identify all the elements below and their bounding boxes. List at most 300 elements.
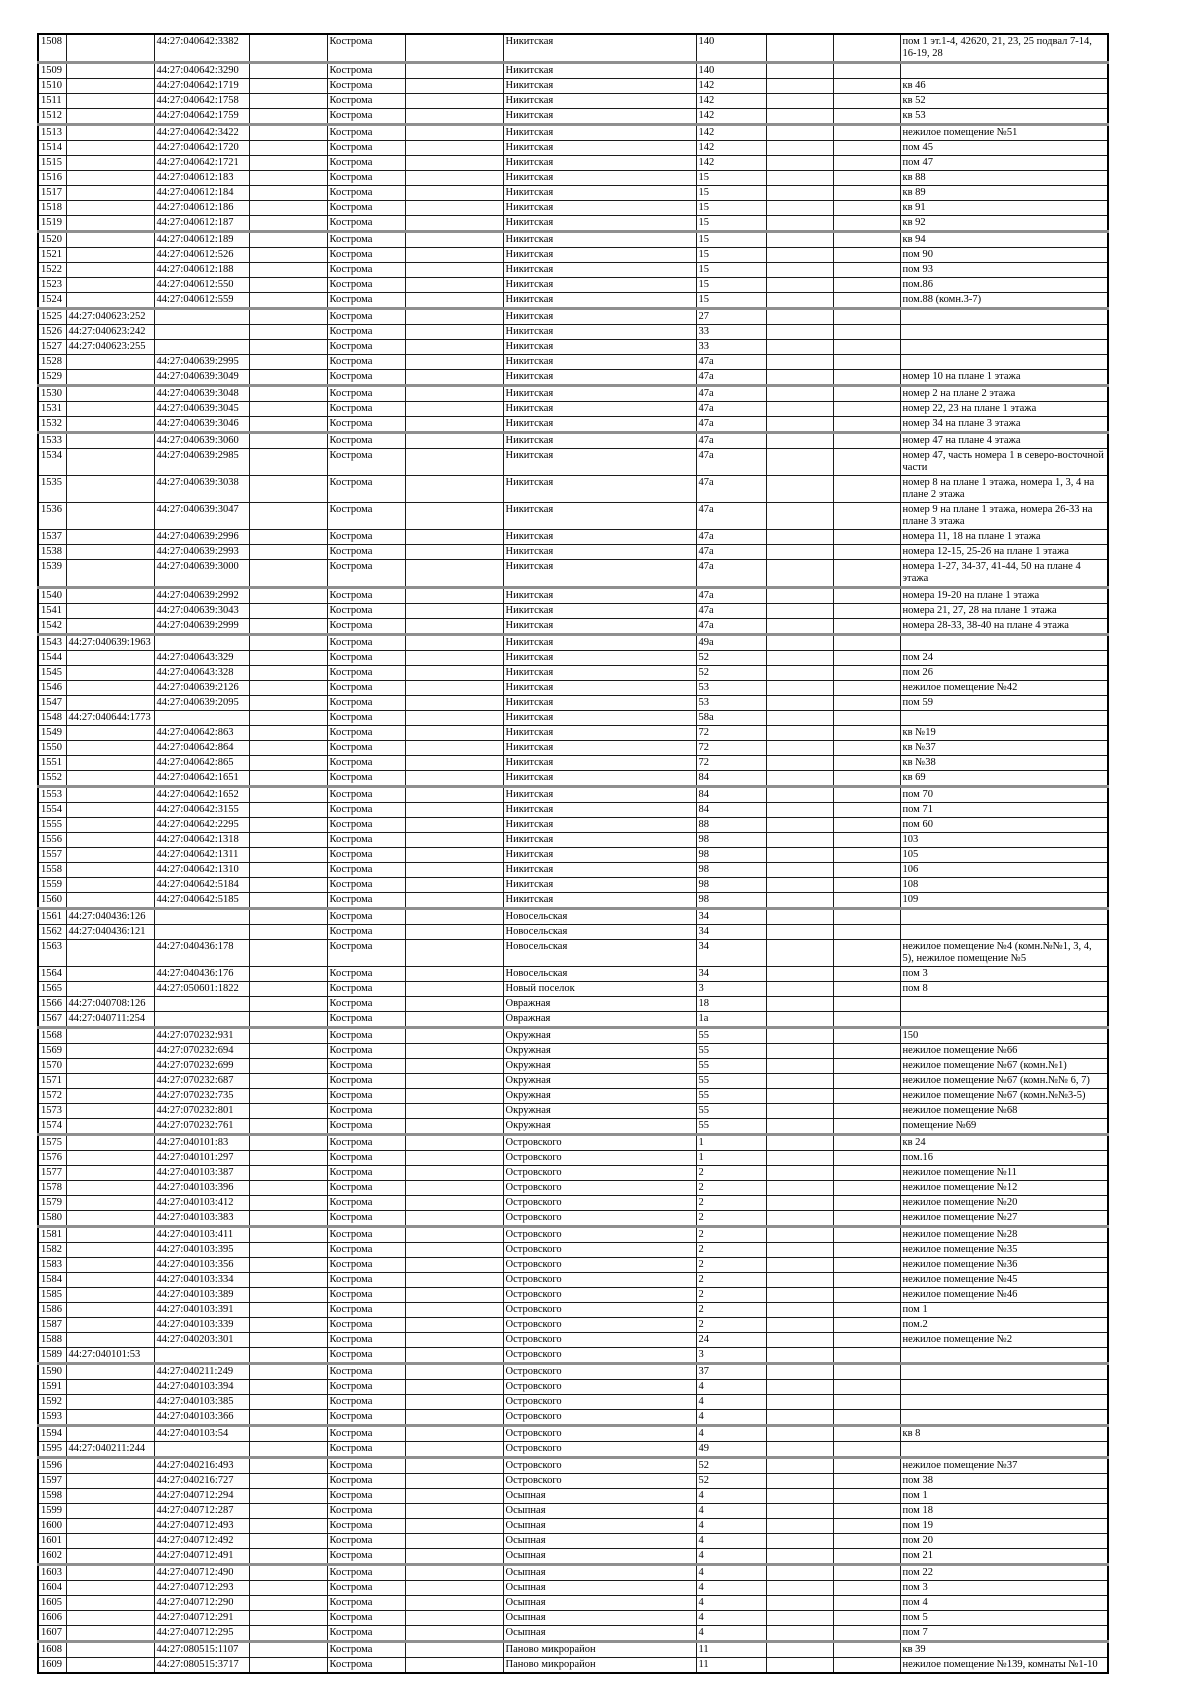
spacer-cell	[766, 787, 833, 803]
row-number-cell: 1546	[38, 681, 66, 696]
spacer-cell	[249, 560, 327, 588]
spacer-cell	[405, 1504, 503, 1519]
street-cell: Островского	[503, 1474, 696, 1489]
city-cell: Кострома	[327, 848, 405, 863]
house-number-cell: 2	[696, 1273, 766, 1288]
note-cell: нежилое помещение №46	[900, 1288, 1108, 1303]
city-cell: Кострома	[327, 1119, 405, 1135]
spacer-cell	[833, 417, 900, 433]
table-row	[38, 726, 1108, 741]
spacer-cell	[249, 893, 327, 909]
spacer-cell	[249, 1059, 327, 1074]
row-number-cell: 1537	[38, 530, 66, 545]
house-number-cell: 142	[696, 109, 766, 125]
cadastral-number-a-cell	[66, 94, 154, 109]
spacer-cell	[249, 696, 327, 711]
house-number-cell: 142	[696, 94, 766, 109]
house-number-cell: 47а	[696, 370, 766, 386]
spacer-cell	[249, 1364, 327, 1380]
street-cell: Никитская	[503, 248, 696, 263]
cadastral-number-b-cell: 44:27:040101:83	[154, 1135, 249, 1151]
cadastral-number-b-cell: 44:27:070232:694	[154, 1044, 249, 1059]
spacer-cell	[249, 278, 327, 293]
cadastral-number-a-cell: 44:27:040436:126	[66, 909, 154, 925]
spacer-cell	[833, 1458, 900, 1474]
cadastral-number-a-cell	[66, 201, 154, 216]
street-cell: Островского	[503, 1181, 696, 1196]
cadastral-number-a-cell	[66, 402, 154, 417]
row-number-cell: 1603	[38, 1565, 66, 1581]
row-number-cell: 1586	[38, 1303, 66, 1318]
note-cell: нежилое помещение №2	[900, 1333, 1108, 1348]
spacer-cell	[833, 756, 900, 771]
street-cell: Никитская	[503, 293, 696, 309]
city-cell: Кострома	[327, 771, 405, 787]
spacer-cell	[405, 1119, 503, 1135]
cadastral-number-a-cell	[66, 1626, 154, 1642]
cadastral-number-b-cell: 44:27:040642:3422	[154, 125, 249, 141]
house-number-cell: 1	[696, 1135, 766, 1151]
city-cell: Кострома	[327, 293, 405, 309]
spacer-cell	[405, 635, 503, 651]
row-number-cell: 1579	[38, 1196, 66, 1211]
table-row	[38, 1074, 1108, 1089]
spacer-cell	[405, 651, 503, 666]
street-cell: Островского	[503, 1364, 696, 1380]
spacer-cell	[833, 588, 900, 604]
spacer-cell	[405, 1318, 503, 1333]
street-cell: Окружная	[503, 1028, 696, 1044]
table-row	[38, 1028, 1108, 1044]
table-row	[38, 1565, 1108, 1581]
note-cell: пом.88 (комн.3-7)	[900, 293, 1108, 309]
cadastral-number-b-cell: 44:27:040211:249	[154, 1364, 249, 1380]
row-number-cell: 1530	[38, 386, 66, 402]
spacer-cell	[833, 803, 900, 818]
cadastral-number-b-cell: 44:27:040639:2993	[154, 545, 249, 560]
note-cell: 150	[900, 1028, 1108, 1044]
street-cell: Никитская	[503, 503, 696, 530]
city-cell: Кострома	[327, 171, 405, 186]
spacer-cell	[766, 156, 833, 171]
cadastral-number-b-cell: 44:27:040642:1651	[154, 771, 249, 787]
city-cell: Кострома	[327, 63, 405, 79]
spacer-cell	[405, 1642, 503, 1658]
spacer-cell	[833, 696, 900, 711]
spacer-cell	[405, 1348, 503, 1364]
spacer-cell	[833, 309, 900, 325]
note-cell: номера 11, 18 на плане 1 этажа	[900, 530, 1108, 545]
spacer-cell	[833, 1426, 900, 1442]
cadastral-number-a-cell	[66, 803, 154, 818]
spacer-cell	[249, 402, 327, 417]
street-cell: Островского	[503, 1258, 696, 1273]
spacer-cell	[405, 893, 503, 909]
spacer-cell	[766, 433, 833, 449]
spacer-cell	[833, 263, 900, 278]
house-number-cell: 24	[696, 1333, 766, 1348]
table-row	[38, 1596, 1108, 1611]
house-number-cell: 47а	[696, 588, 766, 604]
table-row	[38, 94, 1108, 109]
spacer-cell	[249, 476, 327, 503]
spacer-cell	[405, 1044, 503, 1059]
cadastral-number-a-cell	[66, 1318, 154, 1333]
row-number-cell: 1514	[38, 141, 66, 156]
city-cell: Кострома	[327, 1059, 405, 1074]
row-number-cell: 1536	[38, 503, 66, 530]
street-cell: Паново микрорайон	[503, 1642, 696, 1658]
note-cell: нежилое помещение №67 (комн.№1)	[900, 1059, 1108, 1074]
spacer-cell	[833, 925, 900, 940]
spacer-cell	[249, 1044, 327, 1059]
spacer-cell	[249, 79, 327, 94]
cadastral-number-a-cell	[66, 1642, 154, 1658]
house-number-cell: 84	[696, 787, 766, 803]
city-cell: Кострома	[327, 560, 405, 588]
table-row	[38, 186, 1108, 201]
city-cell: Кострома	[327, 925, 405, 940]
row-number-cell: 1544	[38, 651, 66, 666]
row-number-cell: 1522	[38, 263, 66, 278]
spacer-cell	[405, 545, 503, 560]
street-cell: Никитская	[503, 619, 696, 635]
house-number-cell: 142	[696, 156, 766, 171]
spacer-cell	[766, 803, 833, 818]
spacer-cell	[405, 417, 503, 433]
row-number-cell: 1511	[38, 94, 66, 109]
spacer-cell	[833, 1364, 900, 1380]
city-cell: Кострома	[327, 588, 405, 604]
cadastral-number-b-cell: 44:27:040639:2126	[154, 681, 249, 696]
street-cell: Никитская	[503, 325, 696, 340]
cadastral-number-a-cell	[66, 1380, 154, 1395]
house-number-cell: 47а	[696, 619, 766, 635]
house-number-cell: 47а	[696, 476, 766, 503]
spacer-cell	[833, 370, 900, 386]
street-cell: Никитская	[503, 635, 696, 651]
street-cell: Островского	[503, 1135, 696, 1151]
spacer-cell	[766, 1166, 833, 1181]
note-cell: номер 8 на плане 1 этажа, номера 1, 3, 4 на плане 2 этажа	[900, 476, 1108, 503]
cadastral-number-a-cell	[66, 1504, 154, 1519]
house-number-cell: 4	[696, 1426, 766, 1442]
street-cell: Никитская	[503, 309, 696, 325]
spacer-cell	[405, 232, 503, 248]
note-cell: кв 91	[900, 201, 1108, 216]
house-number-cell: 55	[696, 1074, 766, 1089]
row-number-cell: 1608	[38, 1642, 66, 1658]
table-row	[38, 1348, 1108, 1364]
spacer-cell	[249, 1273, 327, 1288]
city-cell: Кострома	[327, 1395, 405, 1410]
cadastral-number-b-cell: 44:27:080515:3717	[154, 1658, 249, 1674]
cadastral-number-a-cell	[66, 109, 154, 125]
city-cell: Кострома	[327, 967, 405, 982]
house-number-cell: 53	[696, 696, 766, 711]
spacer-cell	[249, 771, 327, 787]
city-cell: Кострома	[327, 1642, 405, 1658]
spacer-cell	[249, 1534, 327, 1549]
table-row	[38, 1534, 1108, 1549]
spacer-cell	[766, 619, 833, 635]
city-cell: Кострома	[327, 109, 405, 125]
table-row	[38, 530, 1108, 545]
note-cell: пом 4	[900, 1596, 1108, 1611]
cadastral-number-a-cell	[66, 833, 154, 848]
cadastral-number-a-cell	[66, 1044, 154, 1059]
spacer-cell	[249, 1565, 327, 1581]
row-number-cell: 1589	[38, 1348, 66, 1364]
spacer-cell	[766, 1348, 833, 1364]
table-row	[38, 893, 1108, 909]
note-cell	[900, 1442, 1108, 1458]
cadastral-number-a-cell: 44:27:040623:252	[66, 309, 154, 325]
cadastral-number-a-cell	[66, 433, 154, 449]
spacer-cell	[766, 925, 833, 940]
street-cell: Островского	[503, 1151, 696, 1166]
row-number-cell: 1542	[38, 619, 66, 635]
spacer-cell	[249, 1626, 327, 1642]
street-cell: Окружная	[503, 1074, 696, 1089]
spacer-cell	[766, 982, 833, 997]
spacer-cell	[766, 1089, 833, 1104]
spacer-cell	[766, 1181, 833, 1196]
street-cell: Островского	[503, 1303, 696, 1318]
spacer-cell	[766, 997, 833, 1012]
spacer-cell	[249, 666, 327, 681]
cadastral-number-a-cell	[66, 278, 154, 293]
note-cell: кв 39	[900, 1642, 1108, 1658]
note-cell: пом.16	[900, 1151, 1108, 1166]
spacer-cell	[833, 545, 900, 560]
table-row	[38, 355, 1108, 370]
spacer-cell	[249, 1243, 327, 1258]
table-row	[38, 293, 1108, 309]
spacer-cell	[405, 325, 503, 340]
spacer-cell	[833, 1333, 900, 1348]
cadastral-number-a-cell	[66, 1151, 154, 1166]
cadastral-number-a-cell	[66, 878, 154, 893]
house-number-cell: 2	[696, 1227, 766, 1243]
table-row	[38, 1227, 1108, 1243]
table-row	[38, 433, 1108, 449]
spacer-cell	[405, 940, 503, 967]
city-cell: Кострома	[327, 340, 405, 355]
house-number-cell: 52	[696, 1458, 766, 1474]
note-cell: пом 59	[900, 696, 1108, 711]
spacer-cell	[833, 216, 900, 232]
city-cell: Кострома	[327, 386, 405, 402]
cadastral-number-a-cell	[66, 141, 154, 156]
city-cell: Кострома	[327, 909, 405, 925]
spacer-cell	[405, 1410, 503, 1426]
cadastral-number-a-cell	[66, 681, 154, 696]
table-row	[38, 141, 1108, 156]
cadastral-number-b-cell	[154, 325, 249, 340]
spacer-cell	[833, 530, 900, 545]
house-number-cell: 47а	[696, 386, 766, 402]
cadastral-number-b-cell: 44:27:040612:559	[154, 293, 249, 309]
cadastral-number-b-cell: 44:27:040642:1652	[154, 787, 249, 803]
table-row	[38, 309, 1108, 325]
cadastral-number-b-cell: 44:27:040639:2985	[154, 449, 249, 476]
city-cell: Кострома	[327, 1534, 405, 1549]
spacer-cell	[766, 893, 833, 909]
spacer-cell	[405, 925, 503, 940]
row-number-cell: 1550	[38, 741, 66, 756]
cadastral-number-a-cell	[66, 651, 154, 666]
note-cell: 103	[900, 833, 1108, 848]
street-cell: Никитская	[503, 848, 696, 863]
street-cell: Никитская	[503, 355, 696, 370]
table-row	[38, 997, 1108, 1012]
spacer-cell	[833, 340, 900, 355]
city-cell: Кострома	[327, 982, 405, 997]
city-cell: Кострома	[327, 1626, 405, 1642]
row-number-cell: 1552	[38, 771, 66, 787]
note-cell: нежилое помещение №37	[900, 1458, 1108, 1474]
spacer-cell	[405, 726, 503, 741]
cadastral-number-b-cell: 44:27:040103:412	[154, 1196, 249, 1211]
note-cell: пом 8	[900, 982, 1108, 997]
cadastral-number-b-cell: 44:27:040712:490	[154, 1565, 249, 1581]
spacer-cell	[766, 1596, 833, 1611]
house-number-cell: 84	[696, 803, 766, 818]
registry-table	[37, 33, 1109, 1674]
note-cell: номера 19-20 на плане 1 этажа	[900, 588, 1108, 604]
note-cell: пом 1	[900, 1303, 1108, 1318]
spacer-cell	[833, 1135, 900, 1151]
street-cell: Островского	[503, 1426, 696, 1442]
note-cell: нежилое помещение №139, комнаты №1-10	[900, 1658, 1108, 1674]
row-number-cell: 1554	[38, 803, 66, 818]
cadastral-number-a-cell	[66, 1059, 154, 1074]
spacer-cell	[249, 1474, 327, 1489]
cadastral-number-b-cell: 44:27:040642:2295	[154, 818, 249, 833]
spacer-cell	[766, 909, 833, 925]
house-number-cell: 4	[696, 1489, 766, 1504]
cadastral-number-b-cell: 44:27:040103:391	[154, 1303, 249, 1318]
spacer-cell	[766, 1426, 833, 1442]
spacer-cell	[249, 141, 327, 156]
note-cell	[900, 309, 1108, 325]
cadastral-number-b-cell: 44:27:040642:1311	[154, 848, 249, 863]
spacer-cell	[833, 1166, 900, 1181]
table-row	[38, 803, 1108, 818]
city-cell: Кострома	[327, 635, 405, 651]
row-number-cell: 1582	[38, 1243, 66, 1258]
house-number-cell: 34	[696, 940, 766, 967]
cadastral-number-b-cell: 44:27:040436:176	[154, 967, 249, 982]
table-row	[38, 925, 1108, 940]
house-number-cell: 4	[696, 1519, 766, 1534]
city-cell: Кострома	[327, 94, 405, 109]
city-cell: Кострома	[327, 1333, 405, 1348]
house-number-cell: 4	[696, 1581, 766, 1596]
spacer-cell	[766, 94, 833, 109]
spacer-cell	[405, 756, 503, 771]
city-cell: Кострома	[327, 1596, 405, 1611]
row-number-cell: 1591	[38, 1380, 66, 1395]
cadastral-number-b-cell: 44:27:040642:864	[154, 741, 249, 756]
house-number-cell: 84	[696, 771, 766, 787]
row-number-cell: 1600	[38, 1519, 66, 1534]
note-cell: нежилое помещение №35	[900, 1243, 1108, 1258]
house-number-cell: 98	[696, 878, 766, 893]
cadastral-number-a-cell: 44:27:040101:53	[66, 1348, 154, 1364]
spacer-cell	[766, 1059, 833, 1074]
street-cell: Островского	[503, 1196, 696, 1211]
city-cell: Кострома	[327, 503, 405, 530]
table-row	[38, 1258, 1108, 1273]
house-number-cell: 2	[696, 1318, 766, 1333]
spacer-cell	[405, 1151, 503, 1166]
spacer-cell	[766, 325, 833, 340]
cadastral-number-b-cell: 44:27:040639:3038	[154, 476, 249, 503]
spacer-cell	[766, 1565, 833, 1581]
table-row	[38, 1364, 1108, 1380]
spacer-cell	[766, 278, 833, 293]
note-cell	[900, 997, 1108, 1012]
street-cell: Паново микрорайон	[503, 1658, 696, 1674]
row-number-cell: 1609	[38, 1658, 66, 1674]
cadastral-number-a-cell	[66, 1489, 154, 1504]
row-number-cell: 1599	[38, 1504, 66, 1519]
house-number-cell: 4	[696, 1534, 766, 1549]
cadastral-number-b-cell	[154, 340, 249, 355]
spacer-cell	[766, 818, 833, 833]
row-number-cell: 1545	[38, 666, 66, 681]
cadastral-number-b-cell: 44:27:040612:184	[154, 186, 249, 201]
spacer-cell	[766, 171, 833, 186]
spacer-cell	[249, 848, 327, 863]
city-cell: Кострома	[327, 1380, 405, 1395]
street-cell: Никитская	[503, 34, 696, 63]
spacer-cell	[405, 681, 503, 696]
spacer-cell	[249, 1135, 327, 1151]
row-number-cell: 1564	[38, 967, 66, 982]
cadastral-number-a-cell	[66, 893, 154, 909]
table-row	[38, 1442, 1108, 1458]
street-cell: Островского	[503, 1458, 696, 1474]
spacer-cell	[833, 1534, 900, 1549]
house-number-cell: 47а	[696, 545, 766, 560]
table-row	[38, 216, 1108, 232]
spacer-cell	[405, 355, 503, 370]
cadastral-number-b-cell: 44:27:040642:863	[154, 726, 249, 741]
spacer-cell	[766, 263, 833, 278]
cadastral-number-b-cell: 44:27:040612:189	[154, 232, 249, 248]
note-cell: номер 2 на плане 2 этажа	[900, 386, 1108, 402]
spacer-cell	[833, 248, 900, 263]
spacer-cell	[766, 1028, 833, 1044]
spacer-cell	[249, 1104, 327, 1119]
spacer-cell	[249, 263, 327, 278]
spacer-cell	[766, 1410, 833, 1426]
cadastral-number-a-cell	[66, 1410, 154, 1426]
street-cell: Никитская	[503, 756, 696, 771]
city-cell: Кострома	[327, 803, 405, 818]
city-cell: Кострома	[327, 417, 405, 433]
cadastral-number-a-cell	[66, 370, 154, 386]
spacer-cell	[766, 1364, 833, 1380]
spacer-cell	[249, 803, 327, 818]
spacer-cell	[249, 651, 327, 666]
house-number-cell: 33	[696, 340, 766, 355]
spacer-cell	[833, 1303, 900, 1318]
spacer-cell	[833, 1012, 900, 1028]
